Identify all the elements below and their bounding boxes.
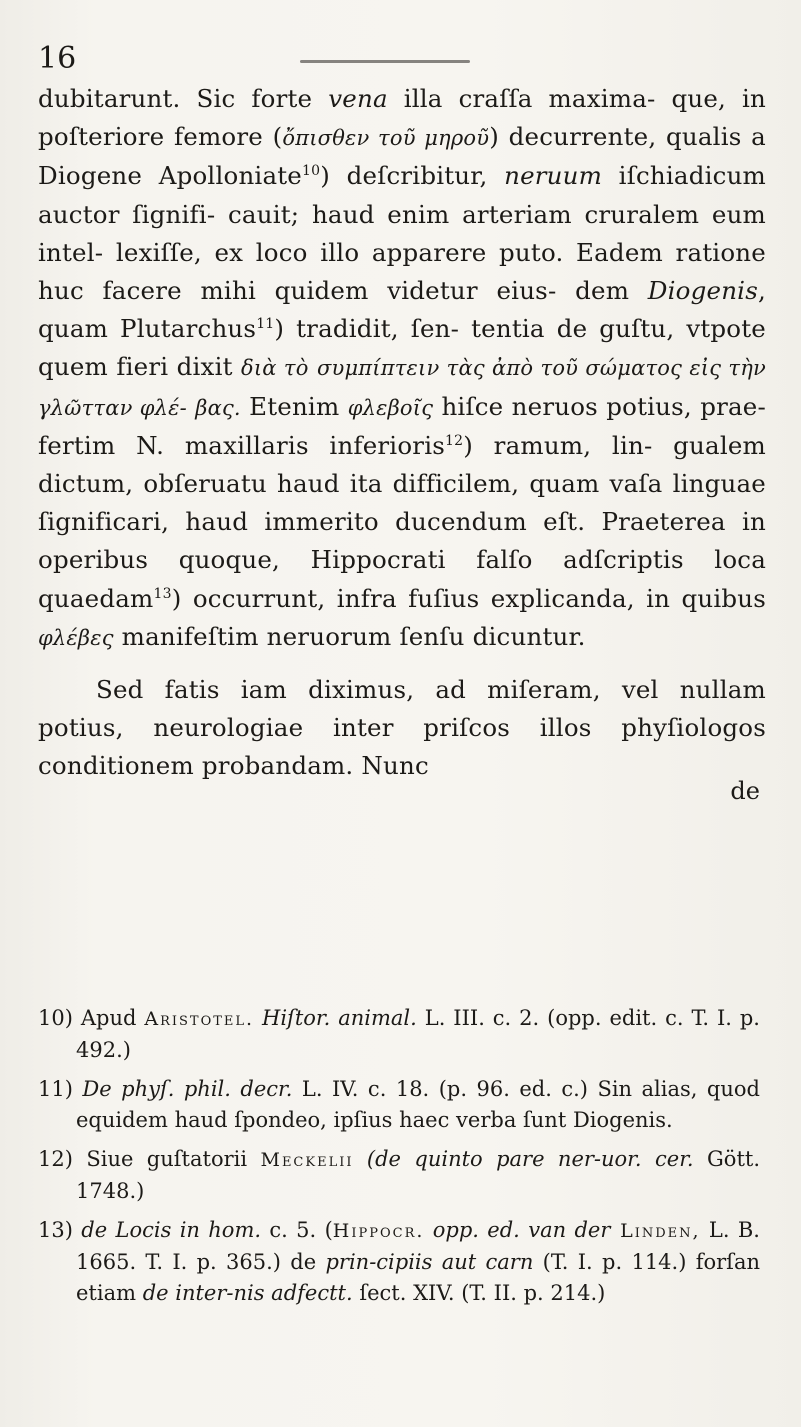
footnote-ref-11[interactable]: 11 (256, 316, 275, 333)
header-rule (300, 60, 470, 63)
main-text (38, 80, 767, 805)
footnote-10: 10) Apud Aristotel. Hiſtor. animal. L. III. c. 2. (opp. edit. c. T. I. p. 492.) (38, 1006, 760, 1062)
footnote-ref-13[interactable]: 13 (153, 585, 172, 602)
footnote-12: 12) Siue guſtatorii Meckelii (de quinto pare ner-uor. cer. Gött. 1748.) (38, 1147, 760, 1203)
catchword: de (730, 776, 760, 805)
footnote-ref-10[interactable]: 10 (302, 163, 321, 180)
footnotes (38, 1003, 760, 1317)
footnote-13: 13) de Locis in hom. c. 5. (Hippocr. opp. ed. van der Linden, L. B. 1665. T. I. p. 365.) de prin-cipiis aut carn (T. I. p. 114.) forſan etiam de inter-nis adfectt. ſect. XIV. (T. II. p. 214.) (38, 1218, 760, 1305)
paragraph-2: Sed fatis iam diximus, ad miſeram, vel nullam potius, neurologiae inter priſcos illos phyſiologos conditionem probandam. Nunc (38, 675, 766, 781)
paragraph-1: dubitarunt. Sic forte vena illa craſſa maxima- que, in poſteriore femore (ὄπισθεν τοῦ μηροῦ) decurrente, qualis a Diogene Apolloniate$^{10}$) deſcribitur, neruum iſchiadicum auctor ſignifi- cauit; haud enim arteriam cruralem eum intel- lexiſſe, ex loco illo apparere puto. Eadem ratione huc facere mihi quidem videtur eius- dem Diogenis, quam Plutarchus$^{11}$) tradidit, ſen- tentia de guſtu, vtpote quem fieri dixit διὰ τὸ συμπίπτειν τὰς ἀπὸ τοῦ σώματος εἰς τὴν γλῶτταν φλέ- βας. Etenim φλεβοῖς hiſce neruos potius, prae- fertim N. maxillaris inferioris$^{12}$) ramum, lin- gualem dictum, obſeruatu haud ita difficilem, quam vaſa linguae ſignificari, haud immerito ducendum eſt. Praeterea in operibus quoque, Hippocrati falſo adſcriptis loca quaedam$^{13}$) occurrunt, infra fuſius explicanda, in quibus φλέβες manifeſtim neruorum ſenſu dicuntur. (38, 84, 767, 651)
page-number: 16 (38, 41, 77, 76)
footnote-11: 11) De phyſ. phil. decr. L. IV. c. 18. (p. 96. ed. c.) Sin alias, quod equidem haud ſpondeo, ipſius haec verba ſunt Diogenis. (38, 1077, 760, 1132)
footnote-ref-12[interactable]: 12 (445, 432, 464, 449)
